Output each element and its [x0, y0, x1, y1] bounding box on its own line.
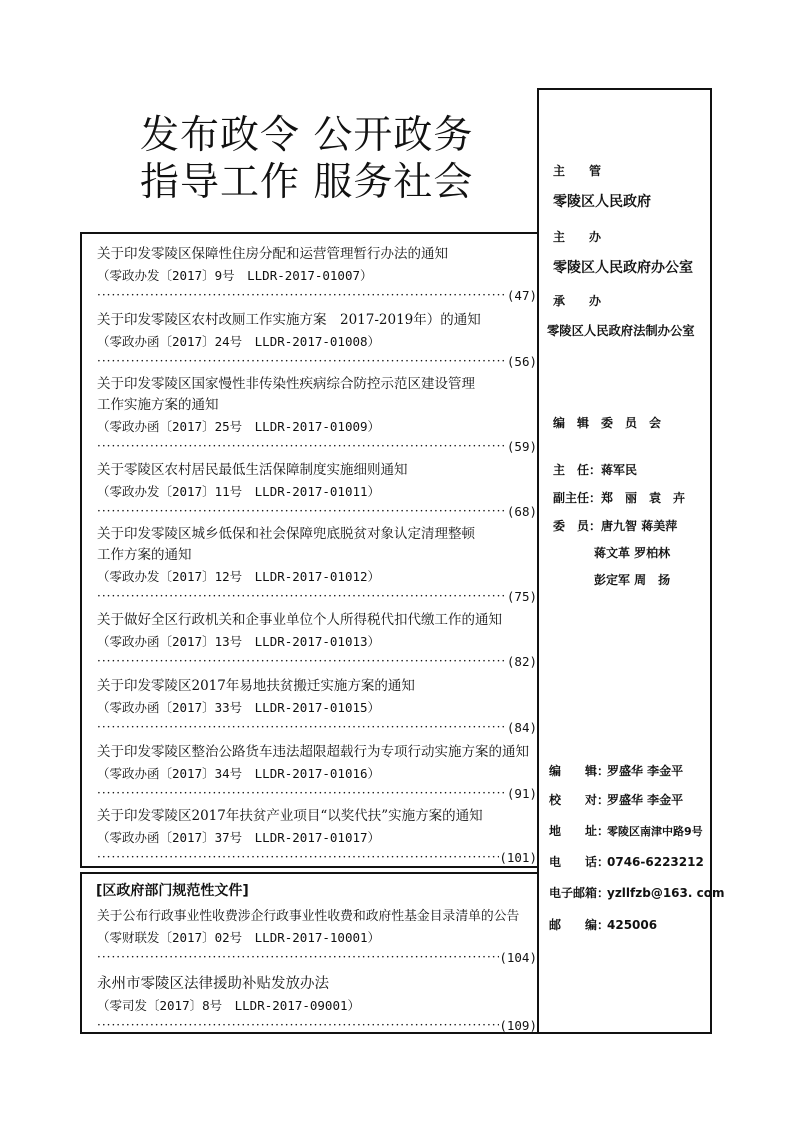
leader-dots [97, 1016, 499, 1035]
leader-dots [97, 286, 507, 305]
info-label: 电子邮箱： [549, 886, 610, 900]
toc-entry-page: (75) [506, 589, 537, 604]
supervisor-value: 零陵区人民政府 [553, 194, 651, 210]
sponsor-value: 零陵区人民政府办公室 [553, 260, 693, 276]
leader-dots [97, 437, 507, 456]
toc-entry-code: （零司发〔2017〕8号 LLDR-2017-09001） [97, 998, 361, 1013]
members-line-3: 彭定军 周 扬 [594, 573, 671, 587]
toc-entry-page: (84) [506, 720, 537, 735]
info-label: 电 话： [549, 855, 610, 869]
toc-entry-code: （零财联发〔2017〕02号 LLDR-2017-10001） [97, 930, 381, 945]
leader-dots [97, 718, 507, 737]
toc-entry-title: 关于印发零陵区保障性住房分配和运营管理暂行办法的通知 [97, 246, 448, 262]
toc-entry-code: （零政办函〔2017〕24号 LLDR-2017-01008） [97, 334, 381, 349]
toc-entry-page: (109) [499, 1018, 537, 1033]
leader-dots [97, 848, 499, 867]
sponsor-label: 主 办 [553, 230, 602, 244]
toc-entry-title: 关于零陵区农村居民最低生活保障制度实施细则通知 [97, 462, 408, 478]
toc-entry[interactable] [97, 310, 537, 371]
toc-entry-code: （零政办函〔2017〕37号 LLDR-2017-01017） [97, 830, 381, 845]
info-value[interactable]: yzllfzb@163. com [607, 886, 725, 900]
members-line-1: 唐九智 蒋美萍 [601, 519, 678, 533]
info-value: 425006 [607, 918, 658, 932]
toc-entry-page: (56) [506, 354, 537, 369]
toc-entry[interactable] [97, 244, 537, 305]
toc-entry[interactable] [97, 374, 537, 456]
toc-entry-title: 永州市零陵区法律援助补贴发放办法 [97, 976, 329, 992]
toc-entry-code: （零政办函〔2017〕25号 LLDR-2017-01009） [97, 419, 381, 434]
info-editor [549, 762, 683, 779]
toc-entry-title: 关于印发零陵区整治公路货车违法超限超载行为专项行动实施方案的通知 [97, 744, 529, 760]
info-proofread [549, 791, 683, 808]
toc-entry-title: 关于印发零陵区国家慢性非传染性疾病综合防控示范区建设管理 [97, 376, 475, 392]
toc-entry[interactable] [97, 524, 537, 606]
leader-dots [97, 948, 499, 967]
info-address [549, 822, 703, 839]
toc-entry-page: (47) [506, 288, 537, 303]
leader-dots [97, 502, 507, 521]
director-name: 蒋军民 [601, 463, 638, 477]
committee-title: 编 辑 委 员 会 [553, 416, 662, 430]
toc-entry[interactable] [97, 742, 537, 803]
slogan [140, 112, 473, 206]
toc-entry[interactable] [97, 676, 537, 737]
toc-entry-code: （零政办发〔2017〕11号 LLDR-2017-01011） [97, 484, 381, 499]
toc-entry-title: 关于印发零陵区2017年易地扶贫搬迁实施方案的通知 [97, 678, 415, 694]
members-line-2: 蒋文革 罗柏林 [594, 546, 671, 560]
toc-entry-page: (104) [499, 950, 537, 965]
toc-entry-code: （零政办发〔2017〕12号 LLDR-2017-01012） [97, 569, 381, 584]
toc-entry-title: 关于做好全区行政机关和企事业单位个人所得税代扣代缴工作的通知 [97, 612, 502, 628]
info-value: 罗盛华 李金平 [607, 764, 684, 778]
info-value: 罗盛华 李金平 [607, 793, 684, 807]
info-email[interactable] [549, 884, 724, 901]
toc-entry-page: (101) [499, 850, 537, 865]
organizer-value: 零陵区人民政府法制办公室 [547, 324, 695, 338]
organizer-label: 承 办 [553, 294, 602, 308]
toc-entry-code: （零政办函〔2017〕34号 LLDR-2017-01016） [97, 766, 381, 781]
info-label: 地 址： [549, 824, 610, 838]
toc-entry-page: (59) [506, 439, 537, 454]
director-label: 主 任： [553, 463, 602, 477]
toc-entry[interactable] [97, 806, 537, 867]
toc-entry[interactable] [97, 906, 537, 967]
toc-entry[interactable] [97, 974, 537, 1035]
toc-entry-page: (68) [506, 504, 537, 519]
leader-dots [97, 587, 507, 606]
info-postcode [549, 916, 657, 933]
leader-dots [97, 652, 507, 671]
director-row [553, 461, 637, 478]
toc-entry-title: 关于印发零陵区农村改厕工作实施方案 2017-2019年）的通知 [97, 312, 481, 328]
slogan-line-2: 指导工作 服务社会 [140, 160, 474, 205]
toc-entry-code: （零政办函〔2017〕13号 LLDR-2017-01013） [97, 634, 381, 649]
leader-dots [97, 352, 507, 371]
info-label: 校 对： [549, 793, 610, 807]
deputy-names: 郑 丽 袁 卉 [601, 491, 686, 505]
slogan-line-1: 发布政令 公开政务 [140, 113, 474, 158]
toc-entry-title: 关于公布行政事业性收费涉企行政事业性收费和政府性基金目录清单的公告 [97, 909, 520, 924]
leader-dots [97, 784, 507, 803]
supervisor-label: 主 管 [553, 164, 602, 178]
toc-entry[interactable] [97, 610, 537, 671]
toc-entry-title: 关于印发零陵区2017年扶贫产业项目“以奖代扶”实施方案的通知 [97, 808, 483, 824]
members-label: 委 员： [553, 519, 602, 533]
deputy-label: 副主任： [553, 491, 602, 505]
toc-entry-code: （零政办函〔2017〕33号 LLDR-2017-01015） [97, 700, 381, 715]
toc-entry-title: 关于印发零陵区城乡低保和社会保障兜底脱贫对象认定清理整顿 [97, 526, 475, 542]
toc-entry-page: (91) [506, 786, 537, 801]
toc-entry[interactable] [97, 460, 537, 521]
info-phone [549, 853, 704, 870]
members-row [553, 517, 677, 534]
info-value: 零陵区南津中路9号 [607, 825, 703, 838]
deputy-row [553, 489, 685, 506]
info-value: 0746-6223212 [607, 855, 704, 869]
toc-entry-title-cont: 工作实施方案的通知 [97, 397, 219, 413]
info-label: 编 辑： [549, 764, 610, 778]
toc-entry-code: （零政办发〔2017〕9号 LLDR-2017-01007） [97, 268, 373, 283]
toc-entry-title-cont: 工作方案的通知 [97, 547, 192, 563]
info-label: 邮 编： [549, 918, 610, 932]
dept-section-title: [区政府部门规范性文件] [96, 883, 249, 899]
toc-entry-page: (82) [506, 654, 537, 669]
